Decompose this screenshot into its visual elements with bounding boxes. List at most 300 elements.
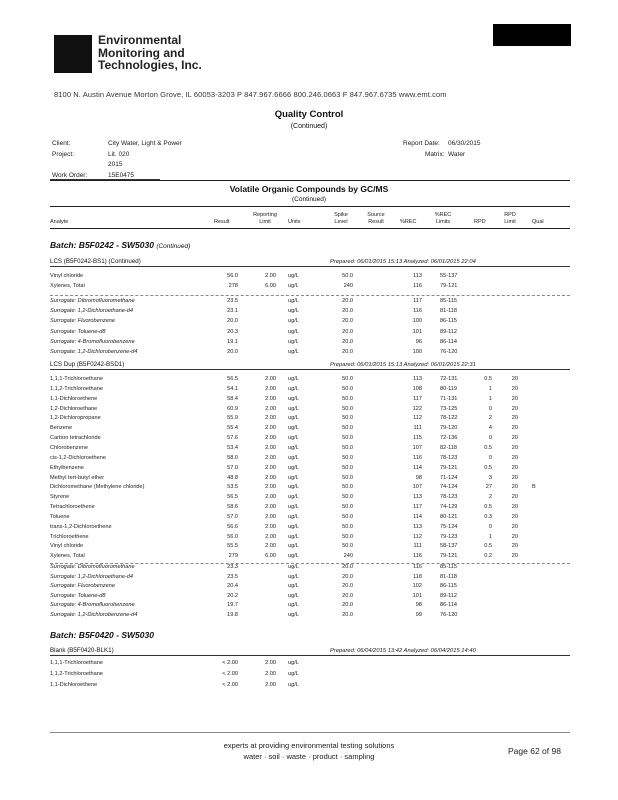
rec-cell: 122 — [412, 405, 422, 412]
units-cell: ug/L — [288, 298, 299, 304]
spike-level-cell: 50.0 — [342, 435, 353, 442]
col-spike-level-line: Level — [334, 219, 348, 225]
rec-cell: 113 — [413, 494, 422, 501]
rec-cell: 98 — [415, 474, 422, 481]
units-cell: ug/L — [288, 494, 299, 501]
surrogate-row — [50, 602, 570, 612]
table-row — [50, 425, 570, 435]
analyte-cell: Surrogate: 1,2-Dichlorobenzene-d4 — [50, 611, 138, 618]
rec-limits-cell: 85-115 — [440, 564, 458, 570]
rec-limits-cell: 82-118 — [440, 444, 458, 451]
table-row — [50, 376, 570, 386]
rpd-limit-cell: 20 — [511, 385, 518, 392]
units-cell: ug/L — [288, 283, 299, 289]
report-title: Quality Control — [274, 109, 344, 120]
units-cell: ug/L — [288, 454, 299, 461]
batch-label: Batch: B5F0420 - SW5030 — [50, 630, 154, 640]
rpd-limit-cell: 20 — [511, 504, 518, 511]
result-cell: 56.0 — [227, 273, 238, 279]
units-cell: ug/L — [288, 543, 299, 550]
dashed-divider — [50, 295, 570, 296]
table-row — [50, 406, 570, 416]
rpd-limit-cell: 20 — [511, 533, 518, 540]
spike-level-cell: 20.0 — [342, 349, 353, 355]
units-cell: ug/L — [288, 671, 299, 677]
section-subtitle: (Continued) — [292, 196, 326, 203]
rec-cell: 99 — [415, 611, 422, 618]
rec-limits-cell: 86-115 — [440, 318, 458, 325]
company-name — [98, 34, 202, 72]
reporting-limit-cell: 2.00 — [265, 494, 276, 501]
rec-limits-cell: 78-123 — [440, 494, 458, 501]
client-label: Client: — [52, 140, 71, 147]
reporting-limit-cell: 2.00 — [265, 660, 276, 666]
company-name-line: Environmental — [98, 33, 182, 47]
surrogate-row — [50, 318, 570, 328]
page-number: Page 62 of 98 — [508, 746, 561, 756]
result-cell: 19.1 — [227, 338, 238, 345]
rec-limits-cell: 79-121 — [440, 553, 458, 560]
table-row — [50, 682, 570, 692]
reporting-limit-cell: 2.00 — [265, 671, 276, 677]
analyte-cell: 1,1,1-Trichloroethane — [50, 376, 103, 382]
reporting-limit-cell: 2.00 — [265, 682, 276, 688]
analyte-cell: Methyl tert-butyl ether — [50, 474, 105, 481]
rec-cell: 96 — [415, 338, 422, 345]
spike-level-cell: 50.0 — [342, 395, 353, 402]
units-cell: ug/L — [288, 523, 299, 530]
rec-cell: 116 — [413, 564, 422, 570]
result-cell: 23.1 — [227, 308, 238, 315]
units-cell: ug/L — [288, 583, 299, 589]
reporting-limit-cell: 2.00 — [265, 435, 276, 442]
result-cell: 58.4 — [227, 395, 238, 402]
report-subtitle: (Continued) — [290, 123, 328, 130]
spike-level-cell: 50.0 — [342, 454, 353, 461]
spike-level-cell: 50.0 — [342, 415, 353, 422]
sample-underline — [50, 655, 570, 656]
rpd-cell: 0 — [488, 523, 492, 530]
units-cell: ug/L — [288, 504, 299, 511]
reporting-limit-cell: 2.00 — [265, 504, 276, 511]
table-row — [50, 283, 570, 293]
rec-limits-cell: 85-115 — [440, 298, 458, 304]
reporting-limit-cell: 2.00 — [265, 484, 276, 491]
col-spike-level-line: Spike — [334, 212, 348, 218]
analyte-cell: Vinyl chloride — [50, 543, 84, 550]
units-cell: ug/L — [288, 682, 299, 688]
units-cell: ug/L — [288, 553, 299, 560]
spike-level-cell: 20.0 — [342, 564, 353, 570]
rec-cell: 107 — [412, 484, 422, 491]
result-cell: 57.6 — [227, 435, 238, 442]
units-cell: ug/L — [288, 328, 299, 335]
rec-limits-cell: 75-124 — [440, 523, 458, 530]
analyte-cell: Surrogate: Dibromofluoromethane — [50, 564, 135, 570]
result-cell: 58.6 — [227, 504, 238, 511]
surrogate-row — [50, 564, 570, 574]
spike-level-cell: 20.0 — [342, 328, 353, 335]
table-row — [50, 396, 570, 406]
analyte-cell: 1,2-Dichloropropane — [50, 415, 101, 422]
rec-limits-cell: 79-123 — [440, 533, 458, 540]
rec-limits-cell: 89-112 — [440, 592, 458, 599]
table-row — [50, 484, 570, 494]
reporting-limit-cell: 2.00 — [265, 474, 276, 481]
rec-cell: 113 — [413, 376, 422, 382]
rpd-cell: 1 — [488, 533, 492, 540]
col-reporting-limit — [252, 212, 278, 226]
table-row — [50, 553, 570, 563]
analyte-cell: Carbon tetrachloride — [50, 435, 101, 442]
reporting-limit-cell: 2.00 — [265, 454, 276, 461]
reporting-limit-cell: 2.00 — [265, 395, 276, 402]
result-cell: 20.3 — [227, 328, 238, 335]
result-cell: 58.0 — [227, 454, 238, 461]
analyte-cell: Trichloroethene — [50, 533, 89, 540]
rec-limits-cell: 58-137 — [440, 543, 458, 550]
rec-cell: 111 — [413, 425, 422, 432]
batch-label: Batch: B5F0242 - SW5030 — [50, 240, 154, 250]
units-cell: ug/L — [288, 464, 299, 471]
surrogate-row — [50, 308, 570, 318]
rpd-limit-cell: 20 — [511, 415, 518, 422]
rpd-limit-cell: 20 — [511, 425, 518, 432]
reporting-limit-cell: 2.00 — [265, 415, 276, 422]
analyte-cell: 1,1,1-Trichloroethane — [50, 660, 103, 666]
col-source-result-line: Source — [367, 212, 385, 218]
table-row — [50, 660, 570, 670]
work-order-value: 15E0475 — [108, 172, 135, 179]
rec-limits-cell: 80-121 — [440, 513, 458, 520]
rec-limits-cell: 71-124 — [440, 474, 458, 481]
rec-limits-cell: 76-120 — [440, 611, 458, 618]
sample-name: LCS Dup (B5F0242-BSD1) — [50, 361, 125, 368]
analyte-cell: Surrogate: 1,2-Dichloroethane-d4 — [50, 308, 134, 315]
rpd-cell: 0.3 — [484, 513, 492, 520]
divider — [50, 206, 570, 207]
company-name-line: Monitoring and — [98, 45, 185, 60]
result-cell: 57.0 — [227, 513, 238, 520]
table-row — [50, 514, 570, 524]
reporting-limit-cell: 2.00 — [265, 405, 276, 412]
table-row — [50, 475, 570, 485]
units-cell: ug/L — [288, 444, 299, 451]
rpd-cell: 4 — [488, 425, 492, 432]
col-rpd-limit-line: Limit — [504, 219, 516, 225]
analyte-cell: Surrogate: Fluorobenzene — [50, 318, 115, 325]
rec-cell: 107 — [412, 444, 422, 451]
result-cell: 55.9 — [227, 415, 238, 422]
reporting-limit-cell: 2.00 — [265, 444, 276, 451]
rpd-cell: 27 — [485, 484, 492, 491]
spike-level-cell: 50.0 — [342, 273, 353, 279]
spike-level-cell: 50.0 — [342, 376, 353, 382]
units-cell: ug/L — [288, 308, 299, 315]
analyte-cell: Toluene — [50, 513, 70, 520]
units-cell: ug/L — [288, 474, 299, 481]
rec-cell: 117 — [413, 395, 422, 402]
batch-heading — [50, 630, 154, 640]
analyte-cell: Tetrachloroethene — [50, 504, 95, 511]
rec-cell: 114 — [413, 513, 422, 520]
col-rpd-limit-line: RPD — [504, 212, 516, 218]
col-rec-limits-line: Limits — [435, 219, 451, 225]
analyte-cell: 1,1,2-Trichloroethane — [50, 671, 103, 677]
footer-services: water · soil · waste · product · sampling — [243, 752, 375, 761]
units-cell: ug/L — [288, 338, 299, 345]
reporting-limit-cell: 2.00 — [265, 543, 276, 550]
reporting-limit-cell: 6.00 — [265, 553, 276, 560]
batch-continued: (Continued) — [156, 243, 191, 250]
spike-level-cell: 50.0 — [342, 405, 353, 412]
qualifier-cell: B — [532, 484, 536, 491]
col-rpd-limit — [502, 212, 518, 226]
analyte-cell: Surrogate: 4-Bromofluorobenzene — [50, 338, 135, 345]
divider — [50, 180, 570, 181]
result-cell: 54.1 — [227, 385, 238, 392]
reporting-limit-cell: 2.00 — [265, 385, 276, 392]
units-cell: ug/L — [288, 602, 299, 608]
table-row — [50, 534, 570, 544]
result-cell: 20.2 — [227, 592, 238, 599]
result-cell: 23.5 — [227, 573, 238, 580]
footer-tagline: experts at providing environmental testing solutions — [223, 741, 395, 750]
company-name-line: Technologies, Inc. — [98, 58, 202, 72]
table-row — [50, 445, 570, 455]
rpd-cell: 2 — [488, 494, 492, 501]
surrogate-row — [50, 349, 570, 359]
spike-level-cell: 50.0 — [342, 464, 353, 471]
rec-limits-cell: 89-112 — [440, 328, 458, 335]
rec-limits-cell: 79-121 — [440, 464, 458, 471]
analyte-cell: Surrogate: Fluorobenzene — [50, 583, 115, 589]
sample-underline — [50, 266, 570, 267]
prep-analyzed-info: Prepared: 06/04/2015 13:42 Analyzed: 06/04/2015 14:40 — [330, 648, 476, 654]
spike-level-cell: 50.0 — [342, 513, 353, 520]
spike-level-cell: 50.0 — [342, 385, 353, 392]
result-cell: 19.7 — [227, 602, 238, 608]
rpd-cell: 0.5 — [484, 543, 492, 550]
analyte-cell: 1,1-Dichloroethene — [50, 395, 98, 402]
rpd-limit-cell: 20 — [511, 395, 518, 402]
result-cell: 60.9 — [227, 405, 238, 412]
section-title: Volatile Organic Compounds by GC/MS — [229, 184, 389, 194]
units-cell: ug/L — [288, 564, 299, 570]
spike-level-cell: 20.0 — [342, 298, 353, 304]
rec-limits-cell: 80-119 — [440, 385, 458, 392]
rec-cell: 102 — [412, 583, 422, 589]
analyte-cell: Surrogate: 1,2-Dichlorobenzene-d4 — [50, 349, 138, 355]
redaction-box — [493, 24, 571, 46]
col-units: Units — [288, 219, 301, 225]
result-cell: < 2.00 — [222, 660, 238, 666]
rec-cell: 117 — [413, 504, 422, 511]
col-result: Result — [214, 219, 230, 225]
spike-level-cell: 50.0 — [342, 484, 353, 491]
units-cell: ug/L — [288, 484, 299, 491]
result-cell: 279 — [228, 553, 238, 560]
analyte-cell: Styrene — [50, 494, 70, 501]
rpd-limit-cell: 20 — [511, 454, 518, 461]
units-cell: ug/L — [288, 611, 299, 618]
rpd-limit-cell: 20 — [511, 474, 518, 481]
spike-level-cell: 20.0 — [342, 602, 353, 608]
rpd-cell: 1 — [488, 385, 492, 392]
analyte-cell: Dichloromethane (Methylene chloride) — [50, 484, 145, 491]
matrix-value: Water — [448, 151, 466, 158]
analyte-cell: Xylenes, Total — [50, 553, 85, 560]
spike-level-cell: 50.0 — [342, 504, 353, 511]
analyte-cell: Benzene — [50, 425, 73, 432]
rec-limits-cell: 78-122 — [440, 415, 458, 422]
sample-name: LCS (B5F0242-BS1) (Continued) — [50, 258, 141, 265]
sample-underline — [50, 369, 570, 370]
rec-cell: 101 — [412, 328, 422, 335]
report-date-value: 06/30/2015 — [448, 140, 481, 147]
analyte-cell: Surrogate: Toluene-d8 — [50, 592, 106, 599]
spike-level-cell: 240 — [343, 283, 353, 289]
work-order-label: Work Order: — [52, 172, 88, 179]
table-row — [50, 455, 570, 465]
analyte-cell: cis-1,2-Dichloroethene — [50, 454, 106, 461]
rpd-cell: 0.5 — [484, 464, 492, 471]
reporting-limit-cell: 2.00 — [265, 376, 276, 382]
col-source-result-line: Result — [368, 219, 384, 225]
rec-limits-cell: 86-115 — [440, 583, 458, 589]
rec-cell: 117 — [413, 298, 422, 304]
table-row — [50, 465, 570, 475]
units-cell: ug/L — [288, 513, 299, 520]
col-reporting-limit-line: Limit — [259, 219, 271, 225]
rpd-cell: 0 — [488, 435, 492, 442]
rec-limits-cell: 86-114 — [440, 602, 458, 608]
rec-limits-cell: 86-114 — [440, 338, 458, 345]
reporting-limit-cell: 6.00 — [265, 283, 276, 289]
table-row — [50, 543, 570, 553]
table-row — [50, 273, 570, 283]
spike-level-cell: 20.0 — [342, 318, 353, 325]
col-reporting-limit-line: Reporting — [253, 212, 277, 218]
result-cell: 57.0 — [227, 464, 238, 471]
rpd-cell: 0 — [488, 454, 492, 461]
spike-level-cell: 50.0 — [342, 494, 353, 501]
result-cell: < 2.00 — [222, 671, 238, 677]
units-cell: ug/L — [288, 349, 299, 355]
rpd-limit-cell: 20 — [511, 543, 518, 550]
rec-cell: 116 — [413, 454, 422, 461]
rpd-cell: 0 — [488, 405, 492, 412]
project-label: Project: — [52, 151, 75, 158]
rpd-limit-cell: 20 — [511, 376, 518, 382]
analyte-cell: Ethylbenzene — [50, 464, 84, 471]
rec-cell: 116 — [413, 283, 422, 289]
col-source-result — [364, 212, 388, 226]
project-value: Lit. 020 — [108, 151, 130, 158]
rec-limits-cell: 55-137 — [440, 273, 458, 279]
table-row — [50, 504, 570, 514]
surrogate-row — [50, 329, 570, 339]
rpd-limit-cell: 20 — [511, 464, 518, 471]
rpd-cell: 0.2 — [484, 553, 492, 560]
rec-cell: 116 — [413, 553, 422, 560]
analyte-cell: 1,1-Dichloroethene — [50, 682, 98, 688]
rec-limits-cell: 72-131 — [440, 376, 458, 382]
rpd-limit-cell: 20 — [511, 513, 518, 520]
rpd-limit-cell: 20 — [511, 435, 518, 442]
result-cell: 56.5 — [227, 494, 238, 501]
analyte-cell: Xylenes, Total — [50, 283, 85, 289]
rec-cell: 118 — [413, 573, 422, 580]
project-value-line2: 2015 — [108, 161, 123, 168]
result-cell: 19.8 — [227, 611, 238, 618]
company-address: 8100 N. Austin Avenue Morton Grove, IL 60053-3203 P 847.967.6666 800.246.0663 F 847.967.6735 www.emt.com — [54, 90, 447, 99]
table-row — [50, 415, 570, 425]
rpd-cell: 3 — [488, 474, 492, 481]
rec-limits-cell: 81-118 — [440, 573, 458, 580]
result-cell: 53.4 — [227, 444, 238, 451]
rpd-limit-cell: 20 — [511, 484, 518, 491]
result-cell: 278 — [228, 283, 238, 289]
rec-cell: 111 — [413, 543, 422, 550]
analyte-cell: Surrogate: Dibromofluoromethane — [50, 298, 135, 304]
col-analyte: Analyte — [50, 219, 69, 225]
col-rec-limits — [432, 212, 454, 226]
reporting-limit-cell: 2.00 — [265, 464, 276, 471]
rec-limits-cell: 73-125 — [440, 405, 458, 412]
rpd-limit-cell: 20 — [511, 494, 518, 501]
reporting-limit-cell: 2.00 — [265, 513, 276, 520]
rpd-cell: 2 — [488, 415, 492, 422]
table-row — [50, 524, 570, 534]
result-cell: 48.8 — [227, 474, 238, 481]
table-row — [50, 386, 570, 396]
prep-analyzed-info: Prepared: 06/01/2015 15:13 Analyzed: 06/01/2015 22:04 — [330, 259, 476, 265]
rec-cell: 114 — [413, 464, 422, 471]
spike-level-cell: 50.0 — [342, 533, 353, 540]
surrogate-row — [50, 612, 570, 622]
result-cell: < 2.00 — [222, 682, 238, 688]
rec-limits-cell: 76-120 — [440, 349, 458, 355]
rec-cell: 115 — [413, 435, 422, 442]
prep-analyzed-info: Prepared: 06/01/2015 15:13 Analyzed: 06/01/2015 22:31 — [330, 362, 476, 368]
rpd-cell: 1 — [488, 395, 492, 402]
matrix-label: Matrix: — [425, 151, 445, 158]
analyte-cell: Surrogate: 4-Bromofluorobenzene — [50, 602, 135, 608]
spike-level-cell: 50.0 — [342, 425, 353, 432]
col-rec: %REC — [400, 219, 417, 225]
rpd-cell: 0.5 — [484, 504, 492, 511]
result-cell: 20.0 — [227, 318, 238, 325]
rec-cell: 108 — [412, 385, 422, 392]
units-cell: ug/L — [288, 435, 299, 442]
rec-limits-cell: 79-120 — [440, 425, 458, 432]
rec-limits-cell: 71-131 — [440, 395, 458, 402]
spike-level-cell: 20.0 — [342, 592, 353, 599]
units-cell: ug/L — [288, 385, 299, 392]
rec-cell: 101 — [412, 592, 422, 599]
units-cell: ug/L — [288, 318, 299, 325]
rpd-cell: 0.5 — [484, 376, 492, 382]
col-rpd: RPD — [474, 219, 486, 225]
rpd-limit-cell: 20 — [511, 444, 518, 451]
table-row — [50, 671, 570, 681]
surrogate-row — [50, 574, 570, 584]
rec-cell: 113 — [413, 523, 422, 530]
rec-limits-cell: 78-123 — [440, 454, 458, 461]
analyte-cell: 1,1,2-Trichloroethane — [50, 385, 103, 392]
units-cell: ug/L — [288, 533, 299, 540]
